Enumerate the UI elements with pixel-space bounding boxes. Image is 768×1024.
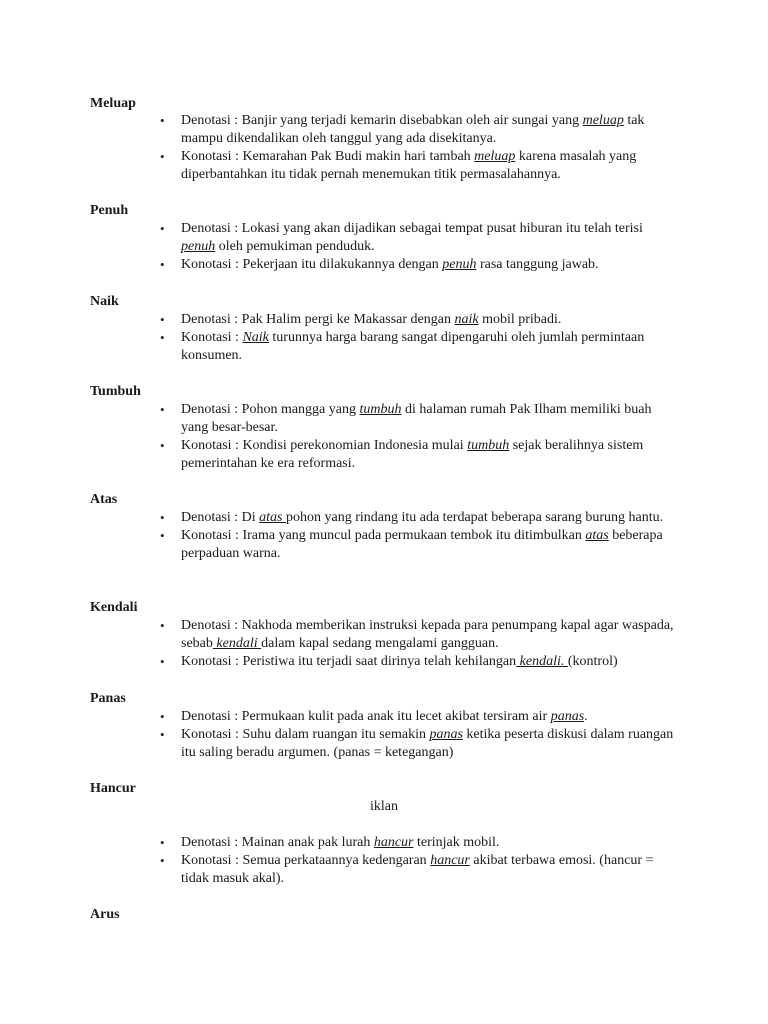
underlined-keyword: meluap [474, 149, 516, 164]
section-heading-hancur: Hancur [90, 781, 136, 796]
item-text: Denotasi : Pak Halim pergi ke Makassar dengan [181, 312, 455, 327]
section-heading-arus: Arus [90, 907, 120, 922]
section-list-atas [160, 509, 680, 563]
bullet-icon: • [160, 727, 165, 742]
bullet-icon: • [160, 618, 165, 633]
list-item [160, 437, 680, 473]
item-text: Konotasi : Kondisi perekonomian Indonesia mulai [181, 438, 468, 453]
list-item [160, 329, 680, 365]
underlined-keyword: Naik [242, 330, 269, 345]
section-list-panas [160, 708, 680, 762]
section-list-naik [160, 311, 680, 365]
section-heading-kendali: Kendali [90, 600, 138, 615]
item-text: turunnya harga barang sangat dipengaruhi oleh jumlah permintaan konsumen. [181, 330, 645, 363]
item-text: Konotasi : Semua perkataannya kedengaran [181, 853, 431, 868]
item-text: dalam kapal sedang mengalami gangguan. [261, 636, 499, 651]
list-item [160, 220, 680, 256]
item-text: Konotasi : Pekerjaan itu dilakukannya dengan [181, 257, 443, 272]
list-item [160, 148, 680, 184]
item-text: Denotasi : Permukaan kulit pada anak itu lecet akibat tersiram air [181, 709, 551, 724]
bullet-icon: • [160, 835, 165, 850]
item-text: . [584, 709, 588, 724]
bullet-icon: • [160, 709, 165, 724]
item-text: mobil pribadi. [478, 312, 562, 327]
bullet-icon: • [160, 510, 165, 525]
list-item [160, 256, 680, 274]
bullet-icon: • [160, 113, 165, 128]
bullet-icon: • [160, 402, 165, 417]
item-text: Denotasi : Pohon mangga yang [181, 402, 360, 417]
item-text: Denotasi : Mainan anak pak lurah [181, 835, 374, 850]
underlined-keyword: penuh [181, 239, 216, 254]
item-text: Denotasi : Nakhoda memberikan instruksi kepada para penumpang kapal agar waspada, sebab [181, 618, 674, 651]
underlined-keyword: hancur [373, 835, 414, 850]
underlined-keyword: tumbuh [359, 402, 402, 417]
underlined-keyword: meluap [582, 113, 624, 128]
bullet-icon: • [160, 221, 165, 236]
item-text: Konotasi : Suhu dalam ruangan itu semakin [181, 727, 430, 742]
section-list-penuh [160, 220, 680, 274]
section-heading-panas: Panas [90, 691, 126, 706]
underlined-keyword: hancur [430, 853, 470, 868]
item-text: terinjak mobil. [413, 835, 500, 850]
list-item [160, 726, 680, 762]
list-item [160, 852, 680, 888]
item-text: pohon yang rindang itu ada terdapat beberapa sarang burung hantu. [286, 510, 664, 525]
bullet-icon: • [160, 330, 165, 345]
list-item [160, 311, 680, 329]
section-heading-penuh: Penuh [90, 203, 129, 218]
underlined-keyword: panas [550, 709, 585, 724]
item-text: ketika peserta diskusi dalam ruangan itu saling beradu argumen. (panas = ketegangan) [181, 727, 674, 760]
list-item [160, 834, 680, 852]
item-text: Konotasi : Peristiwa itu terjadi saat dirinya telah kehilangan [181, 654, 517, 669]
bullet-icon: • [160, 528, 165, 543]
section-heading-meluap: Meluap [90, 96, 136, 111]
item-text: tak mampu dikendalikan oleh tanggul yang ada disekitanya. [181, 113, 645, 146]
section-heading-tumbuh: Tumbuh [90, 384, 141, 399]
section-list-meluap [160, 112, 680, 184]
list-item [160, 617, 680, 653]
underlined-keyword: naik [454, 312, 479, 327]
bullet-icon: • [160, 149, 165, 164]
section-list-kendali [160, 617, 680, 671]
list-item [160, 527, 680, 563]
item-text: Denotasi : Banjir yang terjadi kemarin disebabkan oleh air sungai yang [181, 113, 583, 128]
underlined-keyword: atas [259, 510, 286, 525]
list-item [160, 509, 680, 527]
underlined-keyword: kendali. [516, 654, 568, 669]
bullet-icon: • [160, 438, 165, 453]
list-item [160, 112, 680, 148]
underlined-keyword: kendali [212, 636, 262, 651]
section-heading-naik: Naik [90, 294, 119, 309]
underlined-keyword: penuh [442, 257, 477, 272]
underlined-keyword: panas [429, 727, 463, 742]
item-text: Konotasi : Kemarahan Pak Budi makin hari tambah [181, 149, 475, 164]
item-text: (kontrol) [567, 654, 618, 669]
item-text: di halaman rumah Pak Ilham memiliki buah yang besar-besar. [181, 402, 652, 435]
item-text: Konotasi : Irama yang muncul pada permukaan tembok itu ditimbulkan [181, 528, 586, 543]
section-list-hancur [160, 834, 680, 888]
item-text: Denotasi : Di [181, 510, 260, 525]
underlined-keyword: tumbuh [467, 438, 510, 453]
item-text: rasa tanggung jawab. [476, 257, 599, 272]
bullet-icon: • [160, 257, 165, 272]
list-item [160, 653, 680, 671]
item-text: beberapa perpaduan warna. [181, 528, 663, 561]
item-text: karena masalah yang diperbantahkan itu tidak pernah menemukan titik permasalahannya. [181, 149, 637, 182]
list-item [160, 708, 680, 726]
item-text: akibat terbawa emosi. (hancur = tidak masuk akal). [181, 853, 654, 886]
section-list-tumbuh [160, 401, 680, 473]
bullet-icon: • [160, 312, 165, 327]
underlined-keyword: atas [585, 528, 609, 543]
list-item [160, 401, 680, 437]
section-heading-atas: Atas [90, 492, 118, 507]
ad-label: iklan [370, 799, 398, 814]
item-text: sejak beralihnya sistem pemerintahan ke era reformasi. [181, 438, 644, 471]
item-text: oleh pemukiman penduduk. [215, 239, 375, 254]
item-text: Denotasi : Lokasi yang akan dijadikan sebagai tempat pusat hiburan itu telah terisi [181, 221, 643, 236]
bullet-icon: • [160, 654, 165, 669]
item-text: Konotasi : [181, 330, 243, 345]
bullet-icon: • [160, 853, 165, 868]
